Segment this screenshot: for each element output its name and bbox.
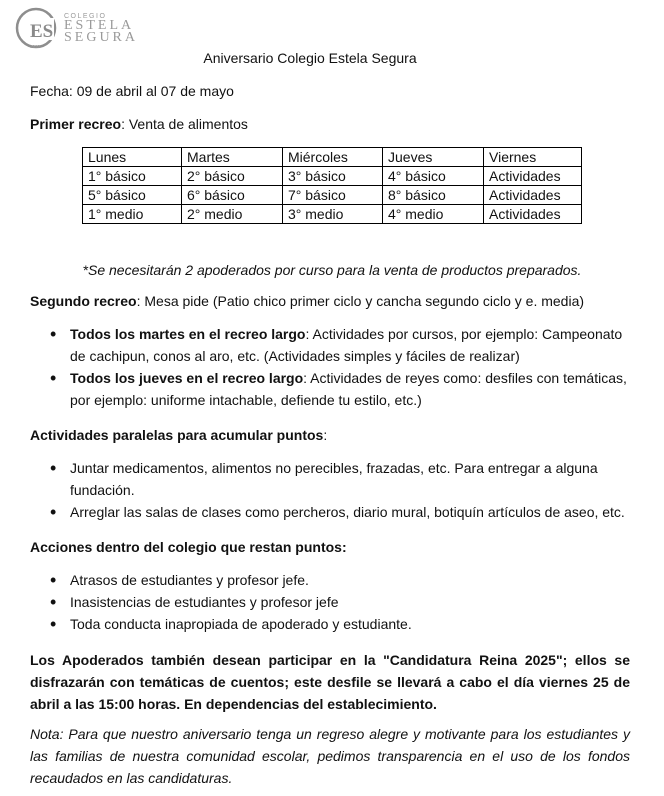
table-cell: 2° básico [182,167,283,186]
table-cell: 1° básico [83,167,182,186]
list-item: • Arreglar las salas de clases como percheros, diario mural, botiquín artículos de aseo, etc. [48,501,638,523]
svg-text:1970: 1970 [30,44,41,49]
schedule-table [82,147,582,224]
table-row [83,205,582,224]
first-break-label: Primer recreo [30,116,122,132]
document-title: Aniversario Colegio Estela Segura [203,50,417,66]
logo-line-estela: ESTELA [64,18,135,33]
first-break-line [30,116,248,132]
list-item: • Toda conducta inapropiada de apoderado y estudiante. [48,613,638,635]
table-header-cell: Martes [182,148,283,167]
table-header-cell: Lunes [83,148,182,167]
penalties-heading [30,539,347,555]
date-line: Fecha: 09 de abril al 07 de mayo [30,83,234,99]
table-cell: 4° básico [383,167,484,186]
school-logo [14,6,144,50]
table-cell: Actividades [484,186,582,205]
parallel-heading-label: Actividades paralelas para acumular puntos [30,427,324,443]
table-cell: 2° medio [182,205,283,224]
table-header-cell: Miércoles [283,148,383,167]
table-header-cell: Jueves [383,148,484,167]
penalties-list [48,569,638,635]
parallel-list [48,457,638,523]
list-item: • Atrasos de estudiantes y profesor jefe. [48,569,638,591]
table-header-row [83,148,582,167]
list-item: • Juntar medicamentos, alimentos no perecibles, frazadas, etc. Para entregar a alguna fundación. [48,457,638,501]
item-bold-lead: Todos los jueves en el recreo largo [70,370,304,386]
parallel-heading-colon: : [323,427,328,443]
penalties-heading-label: Acciones dentro del colegio que restan puntos: [30,539,347,555]
svg-text:ES: ES [30,21,54,42]
second-break-line [30,293,584,309]
table-cell: Actividades [484,167,582,186]
final-note: Nota: Para que nuestro aniversario tenga un regreso alegre y motivante para los estudiantes y las familias de nuestra comunidad escolar, pedimos transparencia en el uso de los fondos recaudados en las candidaturas. [30,726,630,786]
school-crest-icon [14,6,60,52]
table-cell: 8° básico [383,186,484,205]
parallel-heading [30,427,327,443]
table-header-cell: Viernes [484,148,582,167]
table-cell: 6° básico [182,186,283,205]
table-cell: 1° medio [83,205,182,224]
table-cell: 7° básico [283,186,383,205]
table-row [83,167,582,186]
first-break-text: : Venta de alimentos [121,116,248,132]
list-item [48,367,638,411]
second-break-label: Segundo recreo [30,293,137,309]
second-break-list [48,323,638,411]
item-bold-lead: Todos los martes en el recreo largo [70,326,306,342]
table-note: *Se necesitarán 2 apoderados por curso para la venta de productos preparados. [82,262,582,278]
table-cell: 3° básico [283,167,383,186]
logo-line-segura: SEGURA [64,30,139,45]
second-break-text: : Mesa pide (Patio chico primer ciclo y cancha segundo ciclo y e. media) [136,293,585,309]
list-item: • Inasistencias de estudiantes y profesor jefe [48,591,638,613]
table-cell: 3° medio [283,205,383,224]
logo-line-colegio: COLEGIO [64,13,107,20]
parents-paragraph [30,649,630,715]
table-row [83,186,582,205]
parents-paragraph-text: Los Apoderados también desean participar en la "Candidatura Reina 2025"; ellos se disfrazarán con temáticas de cuentos; este desfile se llevará a cabo el día viernes 25 de abril a las 15:00 horas. En dependencias del establecimiento. [30,652,630,712]
table-cell: Actividades [484,205,582,224]
list-item [48,323,638,367]
item-text: : Actividades por cursos, por ejemplo: Campeonato de cachipun, conos al aro, etc. (Actividades simples y fáciles de realizar) [70,326,623,364]
item-text: : Actividades de reyes como: desfiles con temáticas, por ejemplo: uniforme intachable, defiende tu estilo, etc.) [70,370,627,408]
table-cell: 4° medio [383,205,484,224]
table-cell: 5° básico [83,186,182,205]
logo-wordmark [64,13,138,44]
